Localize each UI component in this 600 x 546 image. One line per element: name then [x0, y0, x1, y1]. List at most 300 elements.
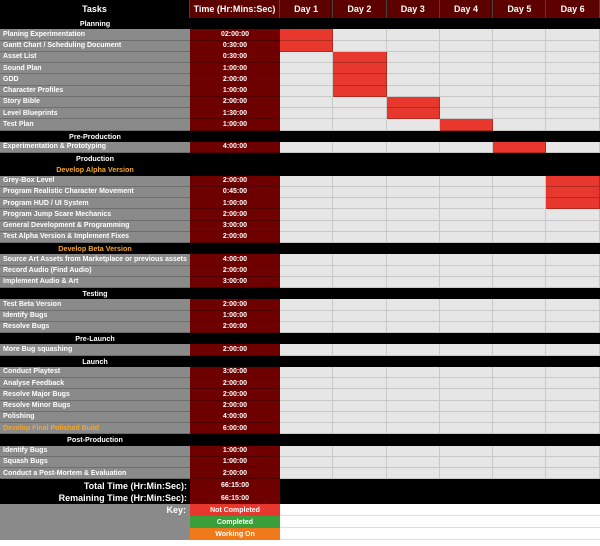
day-cell[interactable]	[493, 299, 546, 310]
task-time-cell[interactable]: 4:00:00	[190, 142, 280, 153]
key-label: Key:	[0, 504, 190, 516]
key-filler	[280, 528, 600, 540]
day-cell[interactable]	[387, 86, 440, 97]
day-cell[interactable]	[280, 209, 333, 220]
day-cell[interactable]	[493, 457, 546, 468]
task-time-cell[interactable]: 1:00:00	[190, 86, 280, 97]
day-cell-scheduled[interactable]	[333, 86, 386, 97]
day-cell[interactable]	[333, 209, 386, 220]
task-name-cell[interactable]: Implement Audio & Art	[0, 277, 190, 288]
day-cell[interactable]	[440, 41, 493, 52]
day-cell[interactable]	[387, 198, 440, 209]
totals-filler	[280, 479, 600, 492]
day-cell[interactable]	[546, 266, 599, 277]
key-working-on: Working On	[190, 528, 280, 540]
task-time-cell[interactable]: 2:00:00	[190, 97, 280, 108]
day-cell[interactable]	[387, 254, 440, 265]
day-cell[interactable]	[387, 344, 440, 355]
header-day-4[interactable]: Day 4	[440, 0, 493, 18]
task-time-cell[interactable]: 6:00:00	[190, 423, 280, 434]
task-time-cell[interactable]: 2:00:00	[190, 389, 280, 400]
day-cell[interactable]	[440, 198, 493, 209]
day-cell[interactable]	[387, 232, 440, 243]
day-cell[interactable]	[546, 367, 599, 378]
task-name-cell[interactable]: Conduct a Post-Mortem & Evaluation	[0, 468, 190, 479]
day-cell[interactable]	[280, 198, 333, 209]
day-cell[interactable]	[546, 468, 599, 479]
task-name-cell[interactable]: Level Blueprints	[0, 108, 190, 119]
day-cell[interactable]	[280, 187, 333, 198]
day-cell[interactable]	[333, 254, 386, 265]
task-time-cell[interactable]: 3:00:00	[190, 277, 280, 288]
task-time-cell[interactable]: 0:30:00	[190, 52, 280, 63]
day-cell[interactable]	[280, 221, 333, 232]
day-cell[interactable]	[333, 142, 386, 153]
task-time-cell[interactable]: 2:00:00	[190, 401, 280, 412]
day-cell[interactable]	[546, 232, 599, 243]
task-row	[0, 63, 600, 74]
day-cell[interactable]	[546, 446, 599, 457]
task-name-cell[interactable]: Program Jump Scare Mechanics	[0, 209, 190, 220]
header-day-2[interactable]: Day 2	[333, 0, 386, 18]
key-completed: Completed	[190, 516, 280, 528]
day-cell[interactable]	[546, 322, 599, 333]
day-cell[interactable]	[493, 176, 546, 187]
day-cell[interactable]	[493, 29, 546, 40]
day-cell-scheduled[interactable]	[333, 52, 386, 63]
task-time-cell[interactable]: 2:00:00	[190, 299, 280, 310]
day-cell[interactable]	[333, 221, 386, 232]
day-cell[interactable]	[493, 209, 546, 220]
section-label: Pre-Production	[69, 131, 121, 141]
day-cell[interactable]	[387, 378, 440, 389]
task-name-cell[interactable]: Resolve Major Bugs	[0, 389, 190, 400]
task-time-cell[interactable]: 1:00:00	[190, 63, 280, 74]
day-cell[interactable]	[493, 86, 546, 97]
day-cell[interactable]	[493, 198, 546, 209]
totals-row	[0, 492, 600, 505]
day-cell[interactable]	[333, 187, 386, 198]
task-name-cell[interactable]: Test Alpha Version & Implement Fixes	[0, 232, 190, 243]
task-row	[0, 412, 600, 423]
day-cell[interactable]	[440, 97, 493, 108]
day-cell[interactable]	[546, 63, 599, 74]
task-row	[0, 468, 600, 479]
day-cell[interactable]	[280, 63, 333, 74]
task-time-cell[interactable]: 0:45:00	[190, 187, 280, 198]
day-cell[interactable]	[387, 266, 440, 277]
day-cell[interactable]	[440, 142, 493, 153]
day-cell-scheduled[interactable]	[280, 29, 333, 40]
day-cell[interactable]	[440, 29, 493, 40]
day-cell[interactable]	[493, 63, 546, 74]
day-cell[interactable]	[333, 277, 386, 288]
day-cell[interactable]	[387, 41, 440, 52]
day-cell[interactable]	[387, 142, 440, 153]
task-time-cell[interactable]: 1:00:00	[190, 198, 280, 209]
task-time-cell[interactable]: 2:00:00	[190, 74, 280, 85]
day-cell[interactable]	[493, 187, 546, 198]
day-cell[interactable]	[493, 389, 546, 400]
task-time-cell[interactable]: 2:00:00	[190, 176, 280, 187]
day-cell-scheduled[interactable]	[546, 187, 599, 198]
task-time-cell[interactable]: 1:00:00	[190, 119, 280, 130]
task-name-cell[interactable]: Identify Bugs	[0, 446, 190, 457]
day-cell[interactable]	[333, 266, 386, 277]
day-cell[interactable]	[333, 176, 386, 187]
day-cell[interactable]	[440, 389, 493, 400]
day-cell[interactable]	[333, 423, 386, 434]
day-cell[interactable]	[387, 176, 440, 187]
key-not-completed: Not Completed	[190, 504, 280, 516]
day-cell[interactable]	[440, 277, 493, 288]
day-cell[interactable]	[440, 176, 493, 187]
day-cell[interactable]	[440, 446, 493, 457]
day-cell[interactable]	[546, 41, 599, 52]
day-cell[interactable]	[280, 254, 333, 265]
day-cell[interactable]	[546, 209, 599, 220]
task-row	[0, 254, 600, 265]
task-name-cell[interactable]: Resolve Bugs	[0, 322, 190, 333]
day-cell[interactable]	[333, 119, 386, 130]
day-cell[interactable]	[333, 29, 386, 40]
day-cell[interactable]	[493, 266, 546, 277]
day-cell[interactable]	[387, 221, 440, 232]
day-cell[interactable]	[440, 322, 493, 333]
task-row	[0, 378, 600, 389]
day-cell[interactable]	[546, 423, 599, 434]
task-time-cell[interactable]: 1:00:00	[190, 446, 280, 457]
day-cell[interactable]	[280, 119, 333, 130]
day-cell[interactable]	[546, 142, 599, 153]
task-name-cell[interactable]: General Development & Programming	[0, 221, 190, 232]
day-cell[interactable]	[440, 221, 493, 232]
day-cell[interactable]	[546, 344, 599, 355]
day-cell[interactable]	[280, 52, 333, 63]
task-time-cell[interactable]: 4:00:00	[190, 254, 280, 265]
day-cell[interactable]	[280, 423, 333, 434]
day-cell[interactable]	[546, 412, 599, 423]
task-name-cell[interactable]: Develop Final Polished Build	[0, 423, 190, 434]
day-cell[interactable]	[546, 299, 599, 310]
day-cell[interactable]	[333, 344, 386, 355]
day-cell[interactable]	[280, 232, 333, 243]
task-time-cell[interactable]: 4:00:00	[190, 412, 280, 423]
header-day-3[interactable]: Day 3	[387, 0, 440, 18]
task-name-cell[interactable]: More Bug squashing	[0, 344, 190, 355]
day-cell[interactable]	[280, 446, 333, 457]
day-cell-scheduled[interactable]	[387, 97, 440, 108]
day-cell[interactable]	[440, 86, 493, 97]
day-cell[interactable]	[546, 254, 599, 265]
day-cell[interactable]	[280, 322, 333, 333]
day-cell[interactable]	[280, 266, 333, 277]
task-name-cell[interactable]: Character Profiles	[0, 86, 190, 97]
totals-value[interactable]: 66:15:00	[190, 479, 280, 492]
totals-value[interactable]: 66:15:00	[190, 492, 280, 505]
task-row	[0, 187, 600, 198]
key-label-blank	[0, 516, 190, 528]
task-row	[0, 322, 600, 333]
task-row	[0, 108, 600, 119]
day-cell[interactable]	[387, 187, 440, 198]
task-time-cell[interactable]: 3:00:00	[190, 221, 280, 232]
day-cell[interactable]	[387, 423, 440, 434]
key-row	[0, 516, 600, 528]
day-cell[interactable]	[440, 74, 493, 85]
day-cell[interactable]	[493, 97, 546, 108]
task-time-cell[interactable]: 02:00:00	[190, 29, 280, 40]
task-time-cell[interactable]: 2:00:00	[190, 266, 280, 277]
day-cell-scheduled[interactable]	[387, 108, 440, 119]
day-cell[interactable]	[493, 52, 546, 63]
task-name-cell[interactable]: Planing Experimentation	[0, 29, 190, 40]
day-cell[interactable]	[440, 311, 493, 322]
day-cell[interactable]	[280, 389, 333, 400]
day-cell[interactable]	[333, 198, 386, 209]
day-cell[interactable]	[493, 41, 546, 52]
task-time-cell[interactable]: 1:00:00	[190, 311, 280, 322]
day-cell[interactable]	[280, 299, 333, 310]
key-row	[0, 504, 600, 516]
day-cell[interactable]	[493, 108, 546, 119]
day-cell[interactable]	[280, 344, 333, 355]
day-cell[interactable]	[546, 277, 599, 288]
day-cell[interactable]	[280, 378, 333, 389]
day-cell[interactable]	[440, 367, 493, 378]
day-cell[interactable]	[280, 108, 333, 119]
task-time-cell[interactable]: 1:30:00	[190, 108, 280, 119]
task-name-cell[interactable]: Grey-Box Level	[0, 176, 190, 187]
task-name-cell[interactable]: Experimentation & Prototyping	[0, 142, 190, 153]
day-cell[interactable]	[280, 86, 333, 97]
day-cell[interactable]	[333, 367, 386, 378]
day-cell[interactable]	[493, 344, 546, 355]
day-cell[interactable]	[387, 457, 440, 468]
day-cell[interactable]	[280, 401, 333, 412]
day-cell[interactable]	[493, 232, 546, 243]
day-cell[interactable]	[440, 52, 493, 63]
day-cell[interactable]	[387, 311, 440, 322]
day-cell[interactable]	[333, 41, 386, 52]
header-tasks[interactable]: Tasks	[0, 0, 190, 18]
day-cell[interactable]	[387, 277, 440, 288]
section-row	[0, 153, 600, 164]
day-cell[interactable]	[440, 232, 493, 243]
task-name-cell[interactable]: Program Realistic Character Movement	[0, 187, 190, 198]
day-cell[interactable]	[440, 344, 493, 355]
day-cell[interactable]	[280, 457, 333, 468]
header-day-5[interactable]: Day 5	[493, 0, 546, 18]
day-cell[interactable]	[546, 401, 599, 412]
day-cell[interactable]	[280, 97, 333, 108]
day-cell-scheduled[interactable]	[546, 176, 599, 187]
task-name-cell[interactable]: Test Plan	[0, 119, 190, 130]
day-cell[interactable]	[280, 142, 333, 153]
day-cell[interactable]	[387, 52, 440, 63]
day-cell[interactable]	[546, 389, 599, 400]
day-cell[interactable]	[440, 63, 493, 74]
task-row	[0, 344, 600, 355]
day-cell[interactable]	[546, 97, 599, 108]
day-cell[interactable]	[440, 254, 493, 265]
task-name-cell[interactable]: Record Audio (Find Audio)	[0, 266, 190, 277]
day-cell[interactable]	[546, 108, 599, 119]
day-cell[interactable]	[546, 457, 599, 468]
day-cell[interactable]	[333, 232, 386, 243]
task-name-cell[interactable]: Sound Plan	[0, 63, 190, 74]
day-cell[interactable]	[387, 401, 440, 412]
day-cell[interactable]	[493, 367, 546, 378]
day-cell[interactable]	[333, 299, 386, 310]
section-label: Launch	[82, 356, 108, 366]
day-cell[interactable]	[387, 299, 440, 310]
day-cell[interactable]	[280, 412, 333, 423]
day-cell[interactable]	[333, 457, 386, 468]
totals-label: Total Time (Hr:Min:Sec):	[0, 479, 190, 492]
day-cell-scheduled[interactable]	[546, 198, 599, 209]
day-cell-scheduled[interactable]	[333, 63, 386, 74]
day-cell[interactable]	[333, 378, 386, 389]
task-name-cell[interactable]: Program HUD / UI System	[0, 198, 190, 209]
task-name-cell[interactable]: Story Bible	[0, 97, 190, 108]
day-cell[interactable]	[387, 209, 440, 220]
day-cell[interactable]	[493, 446, 546, 457]
day-cell[interactable]	[280, 277, 333, 288]
day-cell[interactable]	[387, 389, 440, 400]
day-cell[interactable]	[280, 468, 333, 479]
task-row	[0, 97, 600, 108]
task-name-cell[interactable]: Identify Bugs	[0, 311, 190, 322]
day-cell[interactable]	[546, 221, 599, 232]
day-cell[interactable]	[333, 446, 386, 457]
day-cell[interactable]	[333, 311, 386, 322]
task-name-cell[interactable]: Gantt Chart / Scheduling Document	[0, 41, 190, 52]
day-cell[interactable]	[546, 29, 599, 40]
day-cell[interactable]	[546, 119, 599, 130]
day-cell[interactable]	[493, 119, 546, 130]
day-cell[interactable]	[333, 322, 386, 333]
day-cell[interactable]	[493, 468, 546, 479]
day-cell[interactable]	[546, 311, 599, 322]
task-time-cell[interactable]: 0:30:00	[190, 41, 280, 52]
day-cell[interactable]	[493, 277, 546, 288]
task-name-cell[interactable]: Squash Bugs	[0, 457, 190, 468]
header-day-6[interactable]: Day 6	[546, 0, 599, 18]
day-cell[interactable]	[493, 254, 546, 265]
day-cell[interactable]	[546, 52, 599, 63]
day-cell[interactable]	[440, 187, 493, 198]
task-name-cell[interactable]: Conduct Playtest	[0, 367, 190, 378]
day-cell[interactable]	[440, 299, 493, 310]
day-cell[interactable]	[493, 322, 546, 333]
task-time-cell[interactable]: 2:00:00	[190, 322, 280, 333]
header-day-1[interactable]: Day 1	[280, 0, 333, 18]
day-cell[interactable]	[387, 412, 440, 423]
header-time[interactable]: Time (Hr:Mins:Sec)	[190, 0, 280, 18]
day-cell[interactable]	[333, 108, 386, 119]
day-cell[interactable]	[387, 63, 440, 74]
day-cell[interactable]	[440, 378, 493, 389]
day-cell[interactable]	[387, 446, 440, 457]
day-cell[interactable]	[280, 74, 333, 85]
section-row	[0, 131, 600, 142]
day-cell-scheduled[interactable]	[440, 119, 493, 130]
day-cell[interactable]	[387, 367, 440, 378]
day-cell[interactable]	[280, 367, 333, 378]
day-cell[interactable]	[440, 209, 493, 220]
task-time-cell[interactable]: 2:00:00	[190, 209, 280, 220]
task-name-cell[interactable]: Source Art Assets from Marketplace or previous assets	[0, 254, 190, 265]
day-cell[interactable]	[440, 108, 493, 119]
day-cell-scheduled[interactable]	[333, 74, 386, 85]
section-row	[0, 333, 600, 344]
task-name-cell[interactable]: Test Beta Version	[0, 299, 190, 310]
day-cell[interactable]	[440, 423, 493, 434]
day-cell[interactable]	[440, 266, 493, 277]
task-row	[0, 209, 600, 220]
day-cell[interactable]	[493, 74, 546, 85]
day-cell[interactable]	[440, 412, 493, 423]
day-cell[interactable]	[493, 412, 546, 423]
section-label: Develop Beta Version	[58, 244, 132, 254]
day-cell[interactable]	[333, 97, 386, 108]
day-cell[interactable]	[333, 401, 386, 412]
task-row	[0, 41, 600, 52]
day-cell[interactable]	[546, 74, 599, 85]
day-cell[interactable]	[280, 176, 333, 187]
day-cell[interactable]	[333, 412, 386, 423]
task-time-cell[interactable]: 2:00:00	[190, 378, 280, 389]
section-label: Develop Alpha Version	[56, 165, 134, 175]
day-cell[interactable]	[440, 401, 493, 412]
day-cell-scheduled[interactable]	[280, 41, 333, 52]
day-cell[interactable]	[280, 311, 333, 322]
day-cell[interactable]	[493, 311, 546, 322]
day-cell[interactable]	[493, 401, 546, 412]
day-cell[interactable]	[546, 378, 599, 389]
key-label-blank	[0, 528, 190, 540]
day-cell[interactable]	[493, 378, 546, 389]
task-row	[0, 401, 600, 412]
day-cell[interactable]	[387, 468, 440, 479]
day-cell[interactable]	[387, 322, 440, 333]
task-time-cell[interactable]: 2:00:00	[190, 468, 280, 479]
task-time-cell[interactable]: 3:00:00	[190, 367, 280, 378]
task-name-cell[interactable]: Asset List	[0, 52, 190, 63]
task-time-cell[interactable]: 2:00:00	[190, 344, 280, 355]
day-cell[interactable]	[333, 468, 386, 479]
day-cell[interactable]	[387, 29, 440, 40]
task-name-cell[interactable]: Polishing	[0, 412, 190, 423]
day-cell[interactable]	[546, 86, 599, 97]
day-cell-scheduled[interactable]	[493, 142, 546, 153]
section-row	[0, 243, 600, 254]
task-time-cell[interactable]: 1:00:00	[190, 457, 280, 468]
key-row	[0, 528, 600, 540]
day-cell[interactable]	[493, 423, 546, 434]
day-cell[interactable]	[333, 389, 386, 400]
day-cell[interactable]	[493, 221, 546, 232]
task-name-cell[interactable]: GDD	[0, 74, 190, 85]
day-cell[interactable]	[387, 119, 440, 130]
day-cell[interactable]	[440, 468, 493, 479]
day-cell[interactable]	[387, 74, 440, 85]
task-name-cell[interactable]: Resolve Minor Bugs	[0, 401, 190, 412]
task-name-cell[interactable]: Analyse Feedback	[0, 378, 190, 389]
task-time-cell[interactable]: 2:00:00	[190, 232, 280, 243]
day-cell[interactable]	[440, 457, 493, 468]
